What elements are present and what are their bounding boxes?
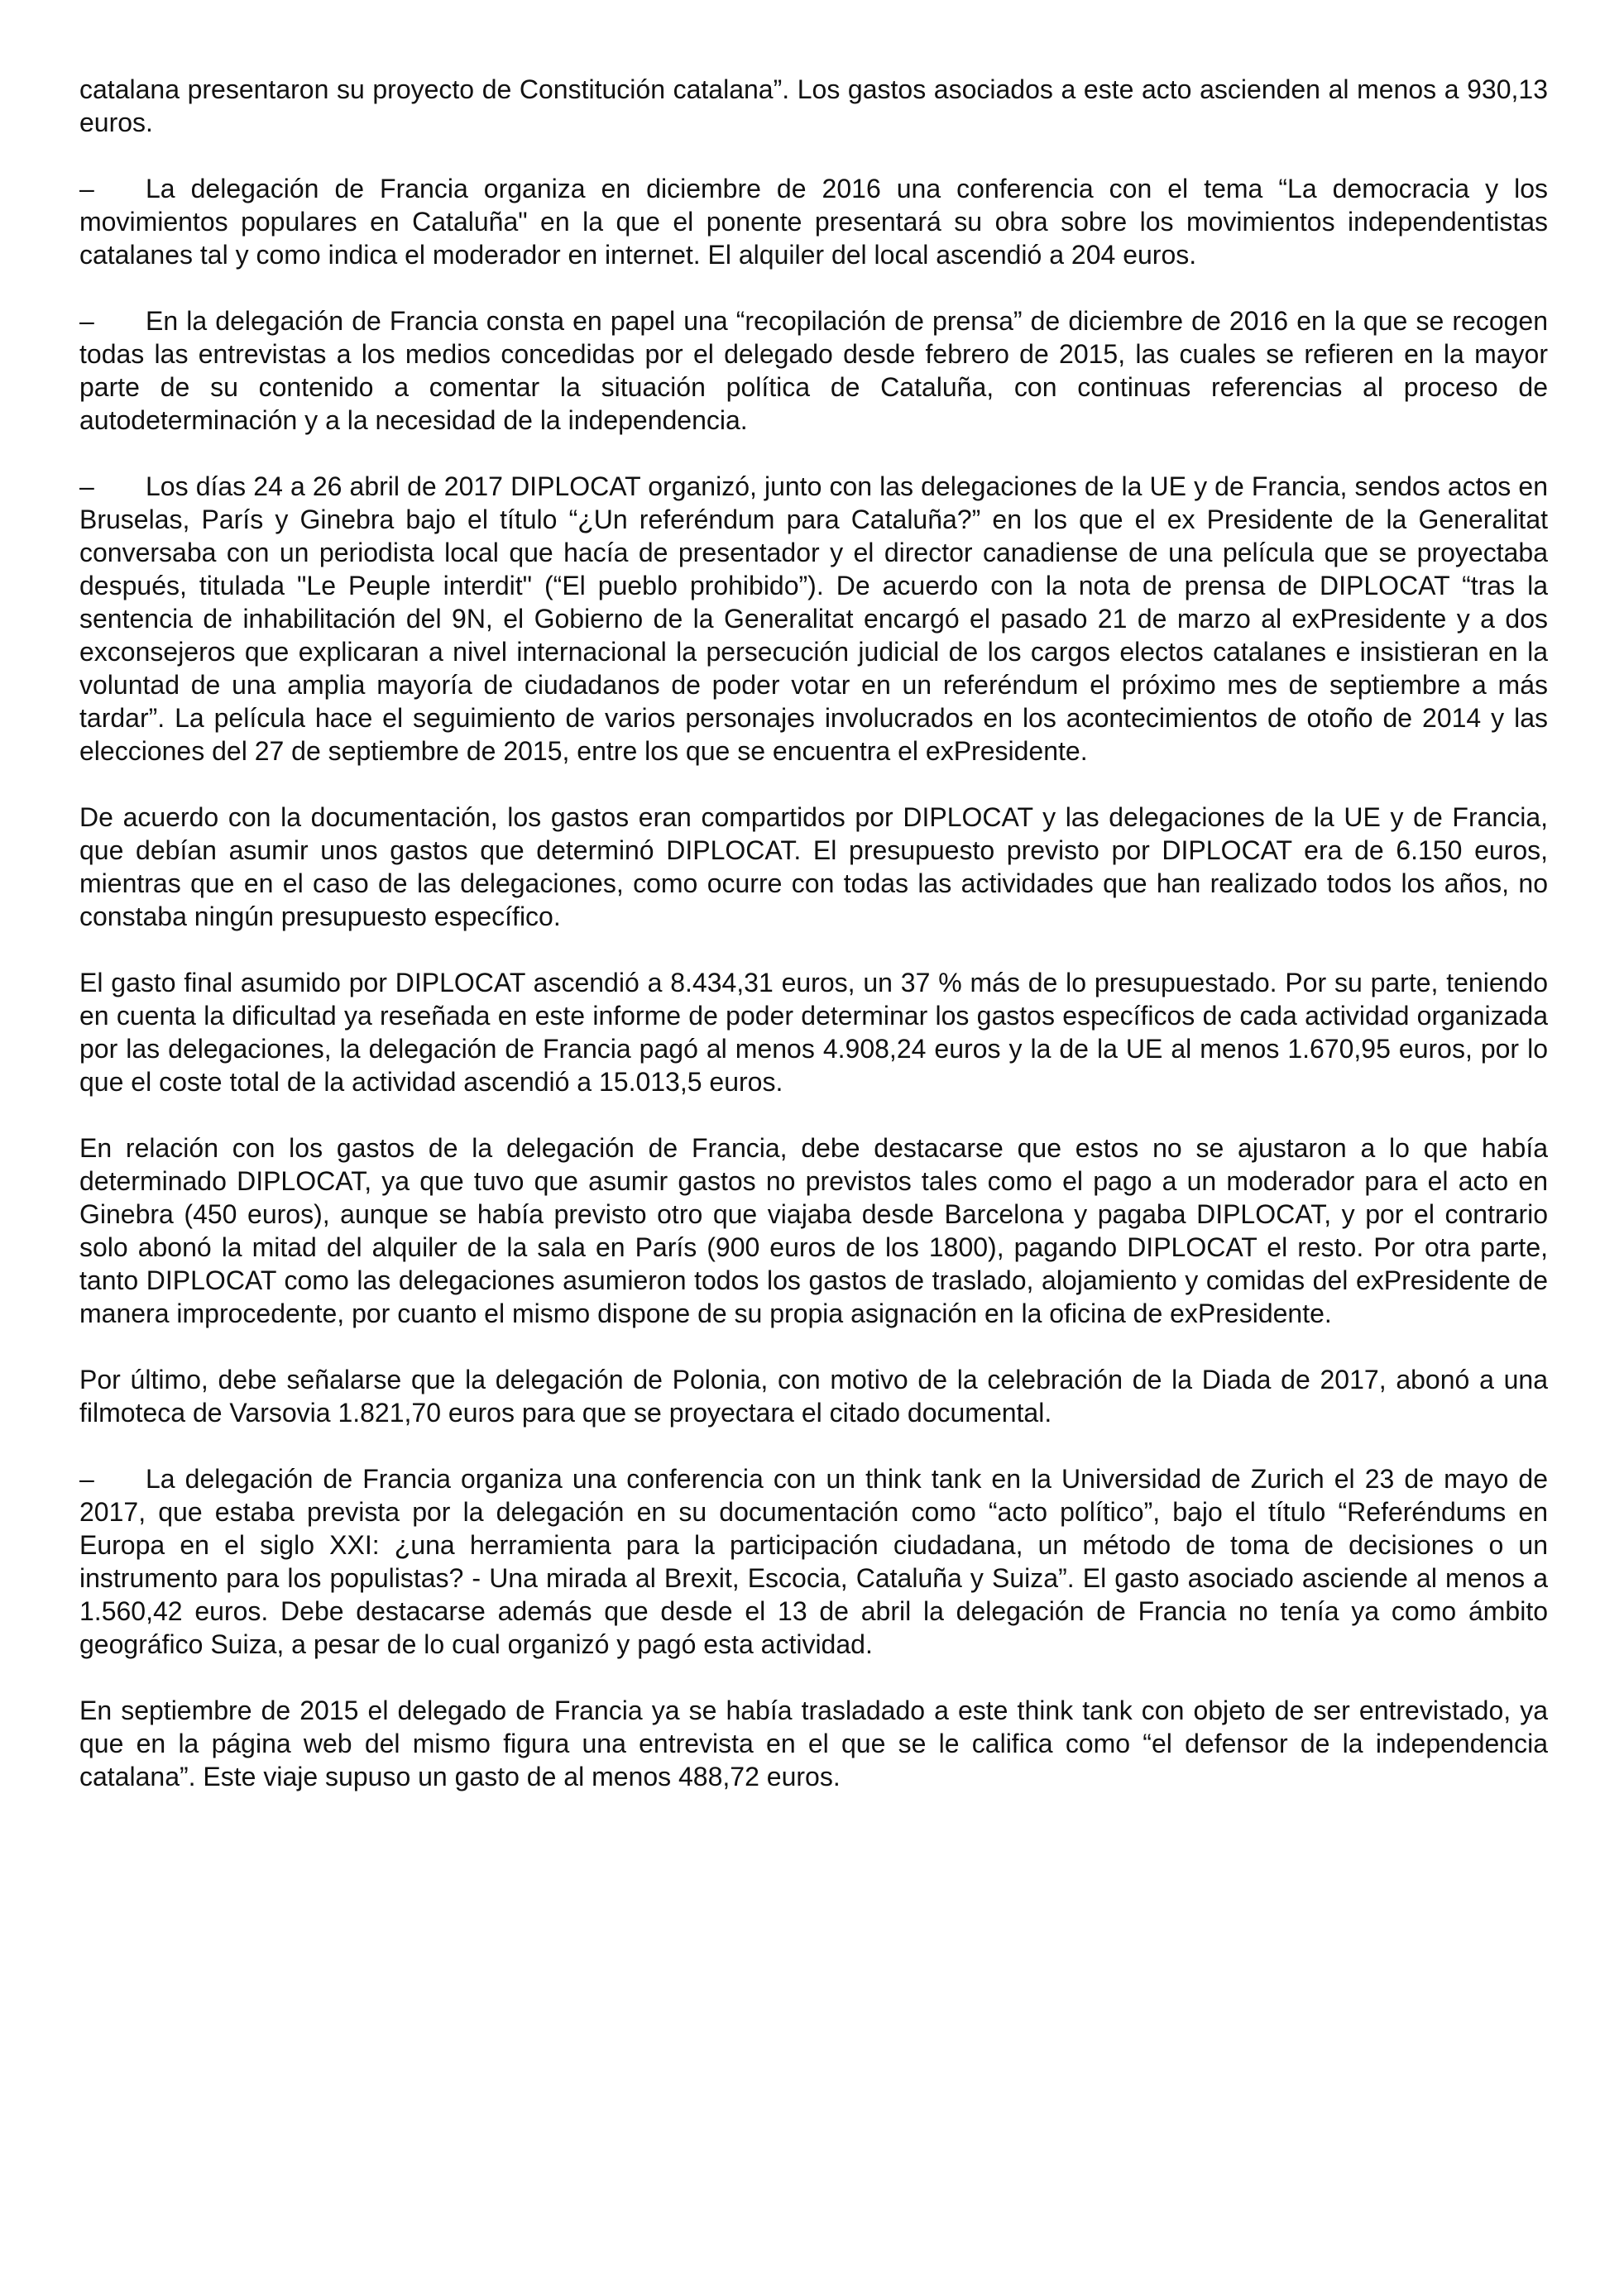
bullet-paragraph-referendum-events <box>79 470 1548 768</box>
paragraph-text: En septiembre de 2015 el delegado de Francia ya se había trasladado a este think tank con objeto de ser entrevistado, ya que en la página web del mismo figura una entrevista en el que se le califica como “el defensor de la independencia catalana”. Este viaje supuso un gasto de al menos 488,72 euros. <box>79 1696 1548 1791</box>
paragraph-text: catalana presentaron su proyecto de Constitución catalana”. Los gastos asociados a este acto ascienden al menos a 930,13 euros. <box>79 74 1548 137</box>
paragraph-final-expense <box>79 966 1548 1098</box>
paragraph-france-delegation-costs <box>79 1131 1548 1330</box>
document-page <box>79 73 1548 1793</box>
bullet-paragraph-democracy-conference <box>79 172 1548 271</box>
paragraph-think-tank-trip <box>79 1694 1548 1793</box>
bullet-paragraph-press-compilation <box>79 304 1548 437</box>
paragraph-text: En la delegación de Francia consta en papel una “recopilación de prensa” de diciembre de 2016 en la que se recogen todas las entrevistas a los medios concedidas por el delegado desde febrero de 2015, las cuales se refieren en la mayor parte de su contenido a comentar la situación política de Cataluña, con continuas referencias al proceso de autodeterminación y a la necesidad de la independencia. <box>79 306 1548 435</box>
dash-bullet: – <box>79 1464 94 1494</box>
paragraph-text: La delegación de Francia organiza en diciembre de 2016 una conferencia con el tema “La democracia y los movimientos populares en Cataluña" en la que el ponente presentará su obra sobre los movimientos independentistas catalanes tal y como indica el moderador en internet. El alquiler del local ascendió a 204 euros. <box>79 174 1548 270</box>
paragraph-text: La delegación de Francia organiza una conferencia con un think tank en la Universidad de Zurich el 23 de mayo de 2017, que estaba prevista por la delegación en su documentación como “acto político”, bajo el título “Referéndums en Europa en el siglo XXI: ¿una herramienta para la participación ciudadana, un método de toma de decisiones o un instrumento para los populistas? - Una mirada al Brexit, Escocia, Cataluña y Suiza”. El gasto asociado asciende al menos a 1.560,42 euros. Debe destacarse además que desde el 13 de abril la delegación de Francia no tenía ya como ámbito geográfico Suiza, a pesar de lo cual organizó y pagó esta actividad. <box>79 1464 1548 1659</box>
paragraph-text: En relación con los gastos de la delegación de Francia, debe destacarse que estos no se ajustaron a lo que había determinado DIPLOCAT, ya que tuvo que asumir gastos no previstos tales como el pago a un moderador para el acto en Ginebra (450 euros), aunque se había previsto otro que viajaba desde Barcelona y pagaba DIPLOCAT, y por el contrario solo abonó la mitad del alquiler de la sala en París (900 euros de los 1800), pagando DIPLOCAT el resto. Por otra parte, tanto DIPLOCAT como las delegaciones asumieron todos los gastos de traslado, alojamiento y comidas del exPresidente de manera improcedente, por cuanto el mismo dispone de su propia asignación en la oficina de exPresidente. <box>79 1133 1548 1328</box>
paragraph-poland-delegation <box>79 1363 1548 1429</box>
paragraph-text: Los días 24 a 26 abril de 2017 DIPLOCAT organizó, junto con las delegaciones de la UE y de Francia, sendos actos en Bruselas, París y Ginebra bajo el título “¿Un referéndum para Cataluña?” en los que el ex Presidente de la Generalitat conversaba con un periodista local que hacía de presentador y el director canadiense de una película que se proyectaba después, titulada "Le Peuple interdit" (“El pueblo prohibido”). De acuerdo con la nota de prensa de DIPLOCAT “tras la sentencia de inhabilitación del 9N, el Gobierno de la Generalitat encargó el pasado 21 de marzo al exPresidente y a dos exconsejeros que explicaran a nivel internacional la persecución judicial de los cargos electos catalanes e insistieran en la voluntad de una amplia mayoría de ciudadanos de poder votar en un referéndum el próximo mes de septiembre a más tardar”. La película hace el seguimiento de varios personajes involucrados en los acontecimientos de otoño de 2014 y las elecciones del 27 de septiembre de 2015, entre los que se encuentra el exPresidente. <box>79 471 1548 766</box>
dash-bullet: – <box>79 306 94 336</box>
paragraph-text: De acuerdo con la documentación, los gastos eran compartidos por DIPLOCAT y las delegaciones de la UE y de Francia, que debían asumir unos gastos que determinó DIPLOCAT. El presupuesto previsto por DIPLOCAT era de 6.150 euros, mientras que en el caso de las delegaciones, como ocurre con todas las actividades que han realizado todos los años, no constaba ningún presupuesto específico. <box>79 802 1548 931</box>
paragraph-shared-costs <box>79 801 1548 933</box>
paragraph-continuation <box>79 73 1548 139</box>
dash-bullet: – <box>79 471 94 501</box>
dash-bullet: – <box>79 174 94 203</box>
paragraph-text: Por último, debe señalarse que la delegación de Polonia, con motivo de la celebración de la Diada de 2017, abonó a una filmoteca de Varsovia 1.821,70 euros para que se proyectara el citado documental. <box>79 1365 1548 1428</box>
paragraph-text: El gasto final asumido por DIPLOCAT ascendió a 8.434,31 euros, un 37 % más de lo presupuestado. Por su parte, teniendo en cuenta la dificultad ya reseñada en este informe de poder determinar los gastos específicos de cada actividad organizada por las delegaciones, la delegación de Francia pagó al menos 4.908,24 euros y la de la UE al menos 1.670,95 euros, por lo que el coste total de la actividad ascendió a 15.013,5 euros. <box>79 968 1548 1097</box>
bullet-paragraph-zurich-conference <box>79 1462 1548 1661</box>
